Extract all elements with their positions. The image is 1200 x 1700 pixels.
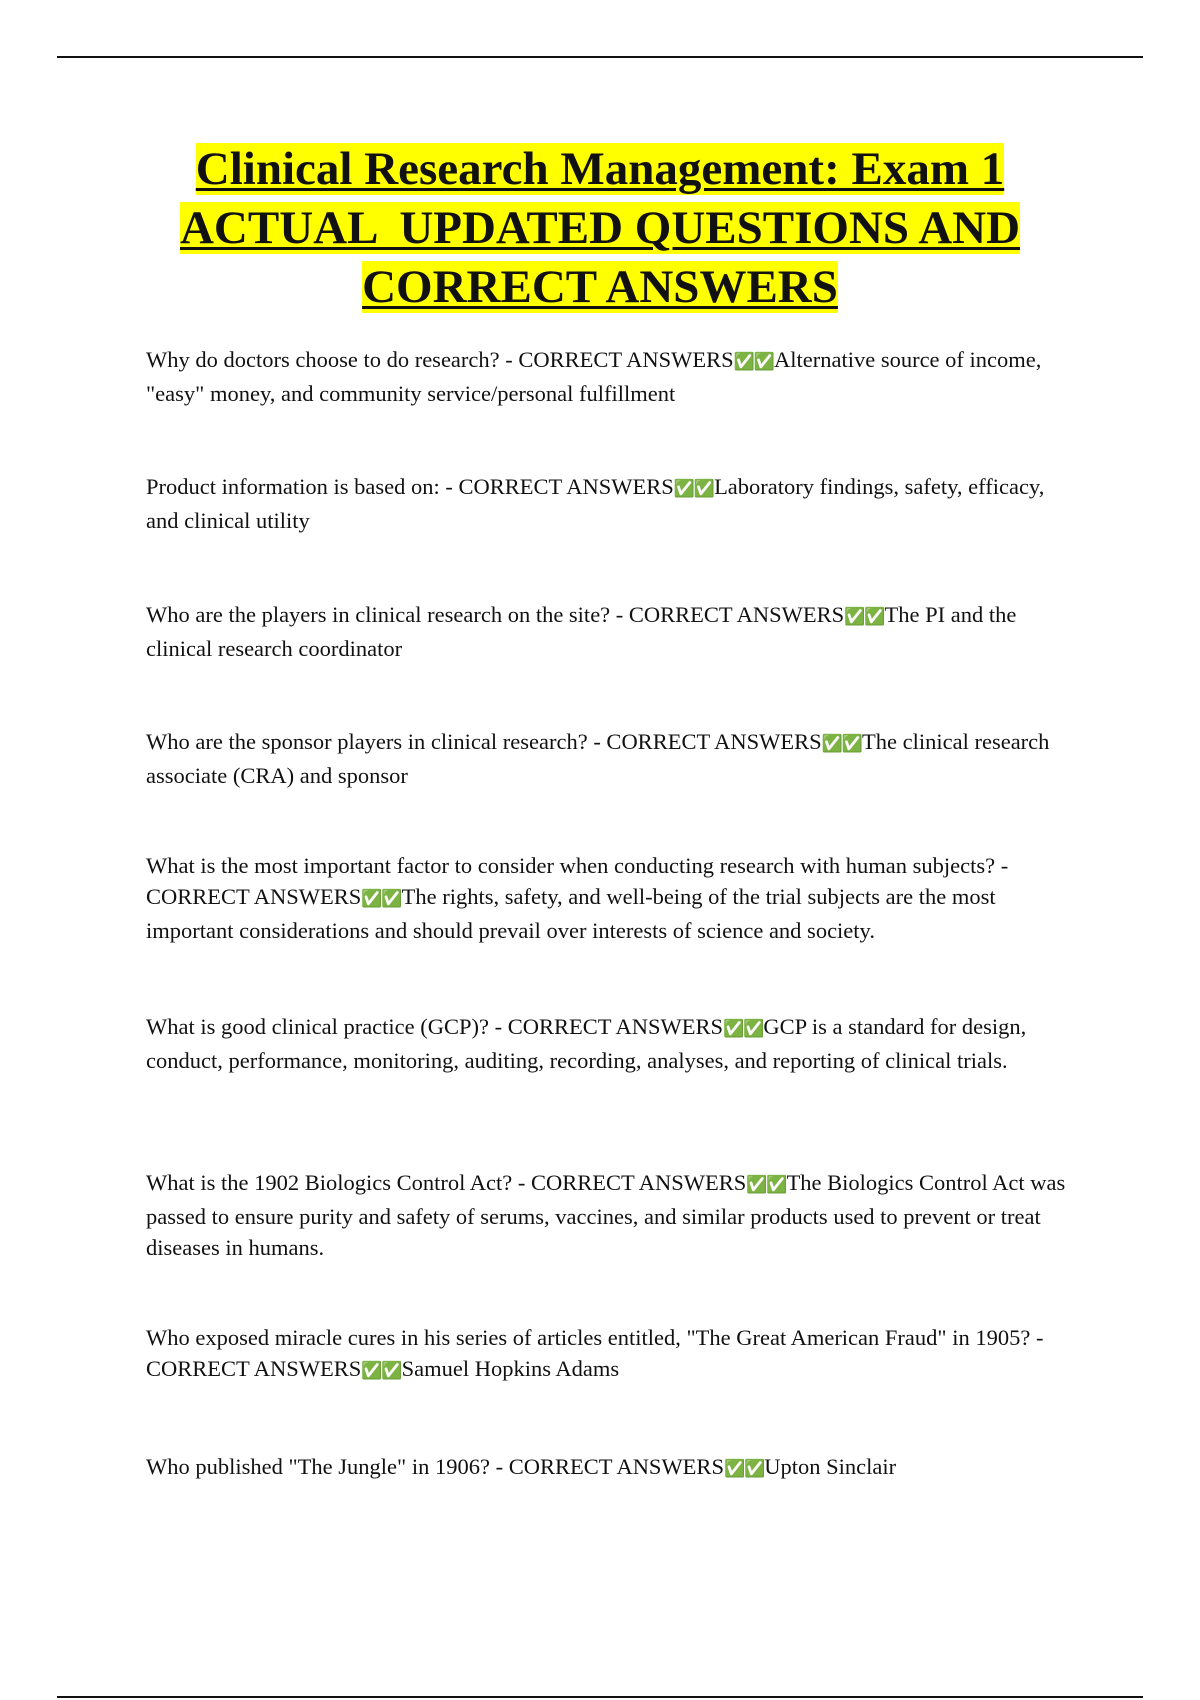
double-check-icon: ✅✅ bbox=[844, 607, 885, 627]
answer-text: The clinical research associate (CRA) and sponsor bbox=[146, 729, 1050, 788]
answer-text: Samuel Hopkins Adams bbox=[401, 1356, 620, 1381]
qa-item-7 bbox=[146, 1167, 1066, 1263]
question-text: Who published "The Jungle" in 1906? bbox=[146, 1454, 490, 1479]
qa-item-2 bbox=[146, 471, 1066, 536]
double-check-icon: ✅✅ bbox=[361, 889, 402, 909]
title-line-1: Clinical Research Management: Exam 1 bbox=[195, 143, 1005, 195]
question-text: Product information is based on: bbox=[146, 474, 440, 499]
answer-marker: - CORRECT ANSWERS bbox=[146, 853, 1009, 909]
double-check-icon: ✅✅ bbox=[821, 734, 863, 754]
answer-marker: - CORRECT ANSWERS bbox=[489, 1014, 724, 1039]
qa-item-9 bbox=[146, 1451, 1066, 1485]
qa-item-6 bbox=[146, 1011, 1066, 1076]
double-check-icon: ✅✅ bbox=[723, 1019, 764, 1039]
answer-text: Alternative source of income, "easy" money, and community service/personal fulfillment bbox=[146, 347, 1042, 406]
answer-marker: - CORRECT ANSWERS bbox=[146, 1325, 1044, 1381]
title-line-3: CORRECT ANSWERS bbox=[362, 261, 838, 313]
question-text: Who are the players in clinical research on the site? bbox=[146, 602, 611, 627]
answer-marker: - CORRECT ANSWERS bbox=[610, 602, 845, 627]
double-check-icon: ✅✅ bbox=[673, 479, 715, 499]
qa-item-3 bbox=[146, 599, 1066, 664]
bottom-rule bbox=[57, 1696, 1143, 1698]
qa-item-4 bbox=[146, 726, 1066, 791]
question-text: What is the 1902 Biologics Control Act? bbox=[146, 1170, 513, 1195]
answer-text: The PI and the clinical research coordinator bbox=[146, 602, 1017, 661]
answer-marker: - CORRECT ANSWERS bbox=[499, 347, 734, 372]
question-text: Why do doctors choose to do research? bbox=[146, 347, 500, 372]
question-text: What is the most important factor to consider when conducting research with human subjects? bbox=[146, 853, 996, 878]
question-text: What is good clinical practice (GCP)? bbox=[146, 1014, 490, 1039]
answer-marker: - CORRECT ANSWERS bbox=[512, 1170, 747, 1195]
question-text: Who are the sponsor players in clinical research? bbox=[146, 729, 588, 754]
double-check-icon: ✅✅ bbox=[723, 1459, 765, 1479]
answer-marker: - CORRECT ANSWERS bbox=[489, 1454, 724, 1479]
qa-item-8 bbox=[146, 1322, 1066, 1387]
answer-text: GCP is a standard for design, conduct, performance, monitoring, auditing, recording, analyses, and reporting of clinical trials. bbox=[146, 1014, 1027, 1073]
double-check-icon: ✅✅ bbox=[733, 352, 774, 372]
qa-item-5 bbox=[146, 850, 1066, 946]
title-line-2: ACTUAL UPDATED QUESTIONS AND bbox=[179, 202, 1021, 254]
answer-text: Laboratory findings, safety, efficacy, and clinical utility bbox=[146, 474, 1045, 533]
answer-marker: - CORRECT ANSWERS bbox=[587, 729, 822, 754]
question-text: Who exposed miracle cures in his series of articles entitled, "The Great American Fraud" in 1905? bbox=[146, 1325, 1031, 1350]
double-check-icon: ✅✅ bbox=[361, 1361, 402, 1381]
qa-item-1 bbox=[146, 344, 1066, 409]
answer-text: The rights, safety, and well-being of the trial subjects are the most important considerations and should prevail over interests of science and society. bbox=[146, 884, 996, 943]
page-title bbox=[57, 140, 1143, 317]
double-check-icon: ✅✅ bbox=[746, 1175, 787, 1195]
answer-marker: - CORRECT ANSWERS bbox=[439, 474, 674, 499]
answer-text: The Biologics Control Act was passed to ensure purity and safety of serums, vaccines, and similar products used to prevent or treat diseases in humans. bbox=[146, 1170, 1066, 1260]
top-rule bbox=[57, 56, 1143, 58]
answer-text: Upton Sinclair bbox=[764, 1454, 897, 1479]
